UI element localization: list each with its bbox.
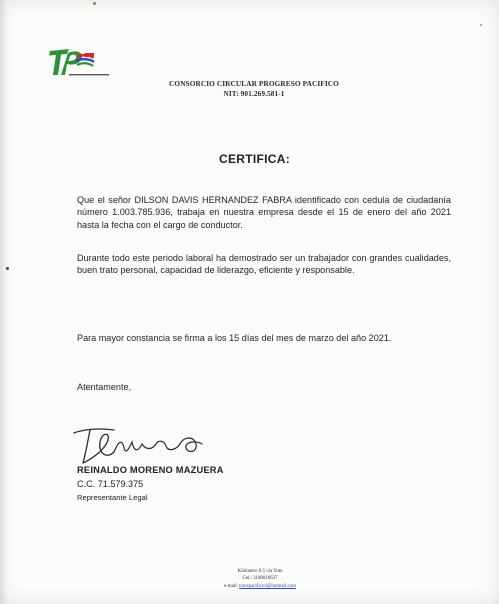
- scan-shadow: [0, 0, 8, 604]
- scan-speck: [6, 267, 9, 270]
- handwritten-signature: [70, 418, 240, 470]
- signer-name: REINALDO MORENO MAZUERA: [77, 465, 224, 475]
- document-title: CERTIFICA:: [219, 152, 290, 166]
- footer-address: Kilómetro 6.5 vía Yuto: [237, 569, 283, 574]
- company-name: CONSORCIO CIRCULAR PROGRESO PACIFICO: [169, 79, 339, 88]
- footer-email-line: [190, 583, 330, 590]
- signer-id: C.C. 71.579.375: [77, 479, 144, 489]
- footer-phone: Cel.: 3188016637: [242, 576, 278, 582]
- signer-role: Representante Legal: [77, 493, 148, 502]
- scan-speck: [480, 24, 482, 26]
- closing-text: Atentamente,: [77, 382, 132, 392]
- company-logo: [47, 45, 121, 81]
- document-footer: [190, 568, 330, 590]
- certification-paragraph: Que el señor DILSON DAVIS HERNANDEZ FABRA identificado con cedula de ciudadanía número 1.003.785.936, trabaja en nuestra empresa desde el 15 de enero del año 2021 hasta la fecha con el cargo de conductor.: [77, 195, 451, 230]
- footer-email-link[interactable]: transpacifico4@hotmail.com: [239, 583, 296, 589]
- company-header: [148, 79, 360, 99]
- constancy-paragraph: Para mayor constancia se firma a los 15 días del mes de marzo del año 2021.: [77, 333, 392, 343]
- performance-paragraph: Durante todo este periodo laboral ha demostrado ser un trabajador con grandes cualidades, buen trato personal, capacidad de liderazgo, eficiente y responsable.: [77, 253, 451, 276]
- footer-email-label: e-mail:: [224, 583, 240, 589]
- scan-speck: [93, 2, 96, 5]
- company-nit: NIT: 901.269.581-1: [223, 89, 285, 98]
